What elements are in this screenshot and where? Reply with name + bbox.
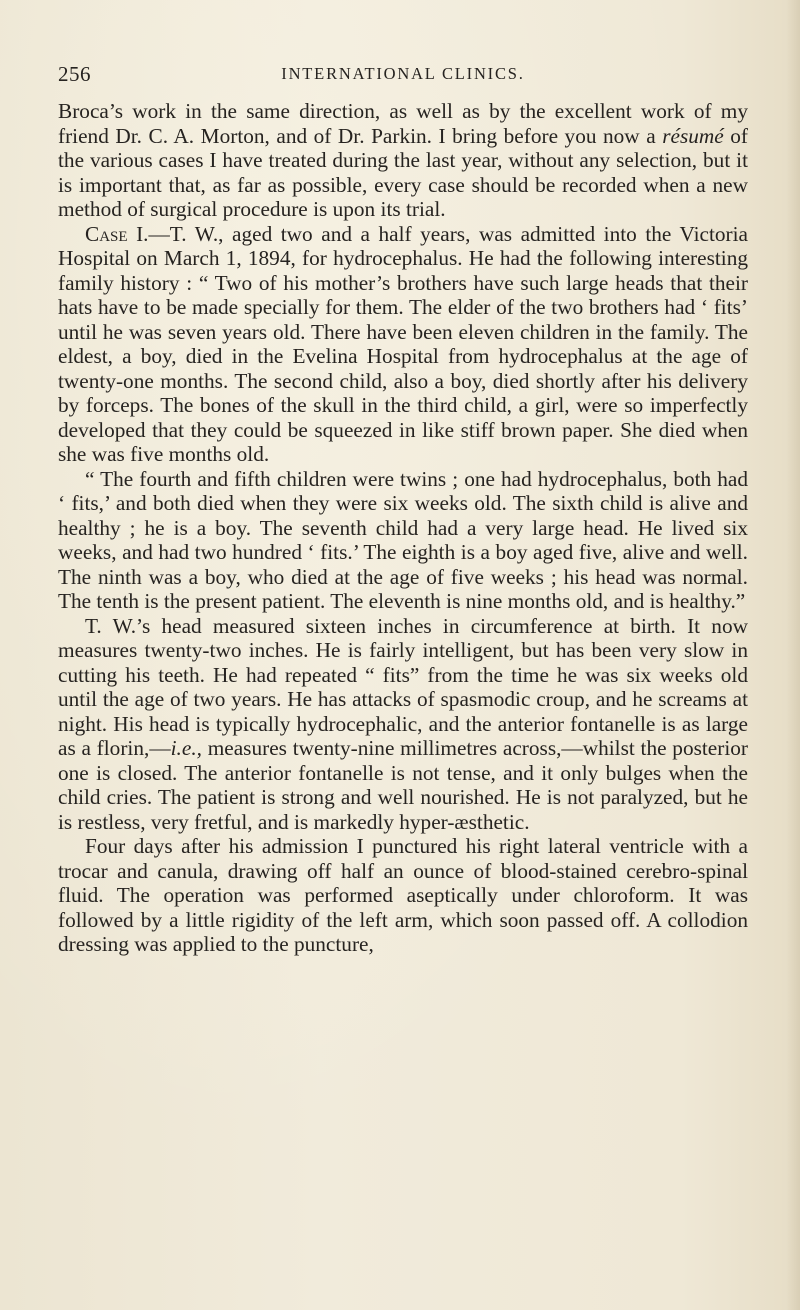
paragraph-1-italic: résumé	[662, 123, 724, 148]
running-title: INTERNATIONAL CLINICS.	[281, 64, 525, 83]
running-head	[58, 62, 748, 88]
paragraph-2-text: —T. W., aged two and a half years, was admitted into the Victoria Hospital on March 1, 1894, for hydrocephalus. He had the following interesting family history : “ Two of his mother’s brothers have such large heads that their hats have to be made specially for them. The elder of the two brothers had ‘ fits’ until he was seven years old. There have been eleven children in the family. The eldest, a boy, died in the Evelina Hospital from hydrocephalus at the age of twenty-one months. The second child, also a boy, died shortly after his delivery by forceps. The bones of the skull in the third child, a girl, were so imperfectly developed that they could be squeezed in like stiff brown paper. She died when she was five months old.	[58, 221, 748, 466]
paragraph-2	[58, 222, 748, 467]
paragraph-4-text-b: measures twenty-nine millimetres across,—whilst the posterior one is closed. The anterior fontanelle is not tense, and it only bulges when the child cries. The patient is strong and well nourished. He is not paralyzed, but he is restless, very fretful, and is markedly hyper-æsthetic.	[58, 736, 749, 834]
paragraph-3	[58, 467, 748, 614]
paragraph-5-text: Four days after his admission I punctured his right lateral ventricle with a trocar and canula, drawing off half an ounce of blood-stained cerebro-spinal fluid. The operation was performed aseptically under chloroform. It was followed by a little rigidity of the left arm, which soon passed off. A collodion dressing was applied to the puncture,	[58, 834, 748, 956]
paragraph-4	[58, 614, 748, 835]
paragraph-5	[58, 834, 748, 957]
paragraph-1-text-a: Broca’s work in the same direction, as well as by the excellent work of my friend Dr. C. A. Morton, and of Dr. Parkin. I bring before you now a	[58, 99, 748, 148]
paragraph-4-italic: i.e.,	[170, 736, 202, 760]
paragraph-4-text-a: T. W.’s head measured sixteen inches in circumference at birth. It now measures twenty-two inches. He is fairly intelligent, but has been very slow in cutting his teeth. He had repeated “ fits” from the time he was six weeks old until the age of two years. He has attacks of spasmodic croup, and he screams at night. His head is typically hydrocephalic, and the anterior fontanelle is as large as a florin,—	[58, 613, 748, 760]
page-number: 256	[58, 62, 91, 86]
paragraph-3-text: “ The fourth and fifth children were twins ; one had hydrocephalus, both had ‘ fits,’ and both died when they were six weeks old. The sixth child is alive and healthy ; he is a boy. The seventh child had a very large head. He lived six weeks, and had two hundred ‘ fits.’ The eighth is a boy aged five, alive and well. The ninth was a boy, who died at the age of five weeks ; his head was normal. The tenth is the present patient. The eleventh is nine months old, and is healthy.”	[58, 466, 748, 613]
body-text	[58, 99, 748, 957]
case-heading: Case I.	[85, 221, 149, 246]
paragraph-1	[58, 99, 748, 222]
paragraph-1-text-b: of the various cases I have treated during the last year, without any selection, but it is important that, as far as possible, every case should be recorded when a new method of surgical procedure is upon its trial.	[58, 123, 748, 221]
page-edge-shadow	[786, 0, 800, 1310]
